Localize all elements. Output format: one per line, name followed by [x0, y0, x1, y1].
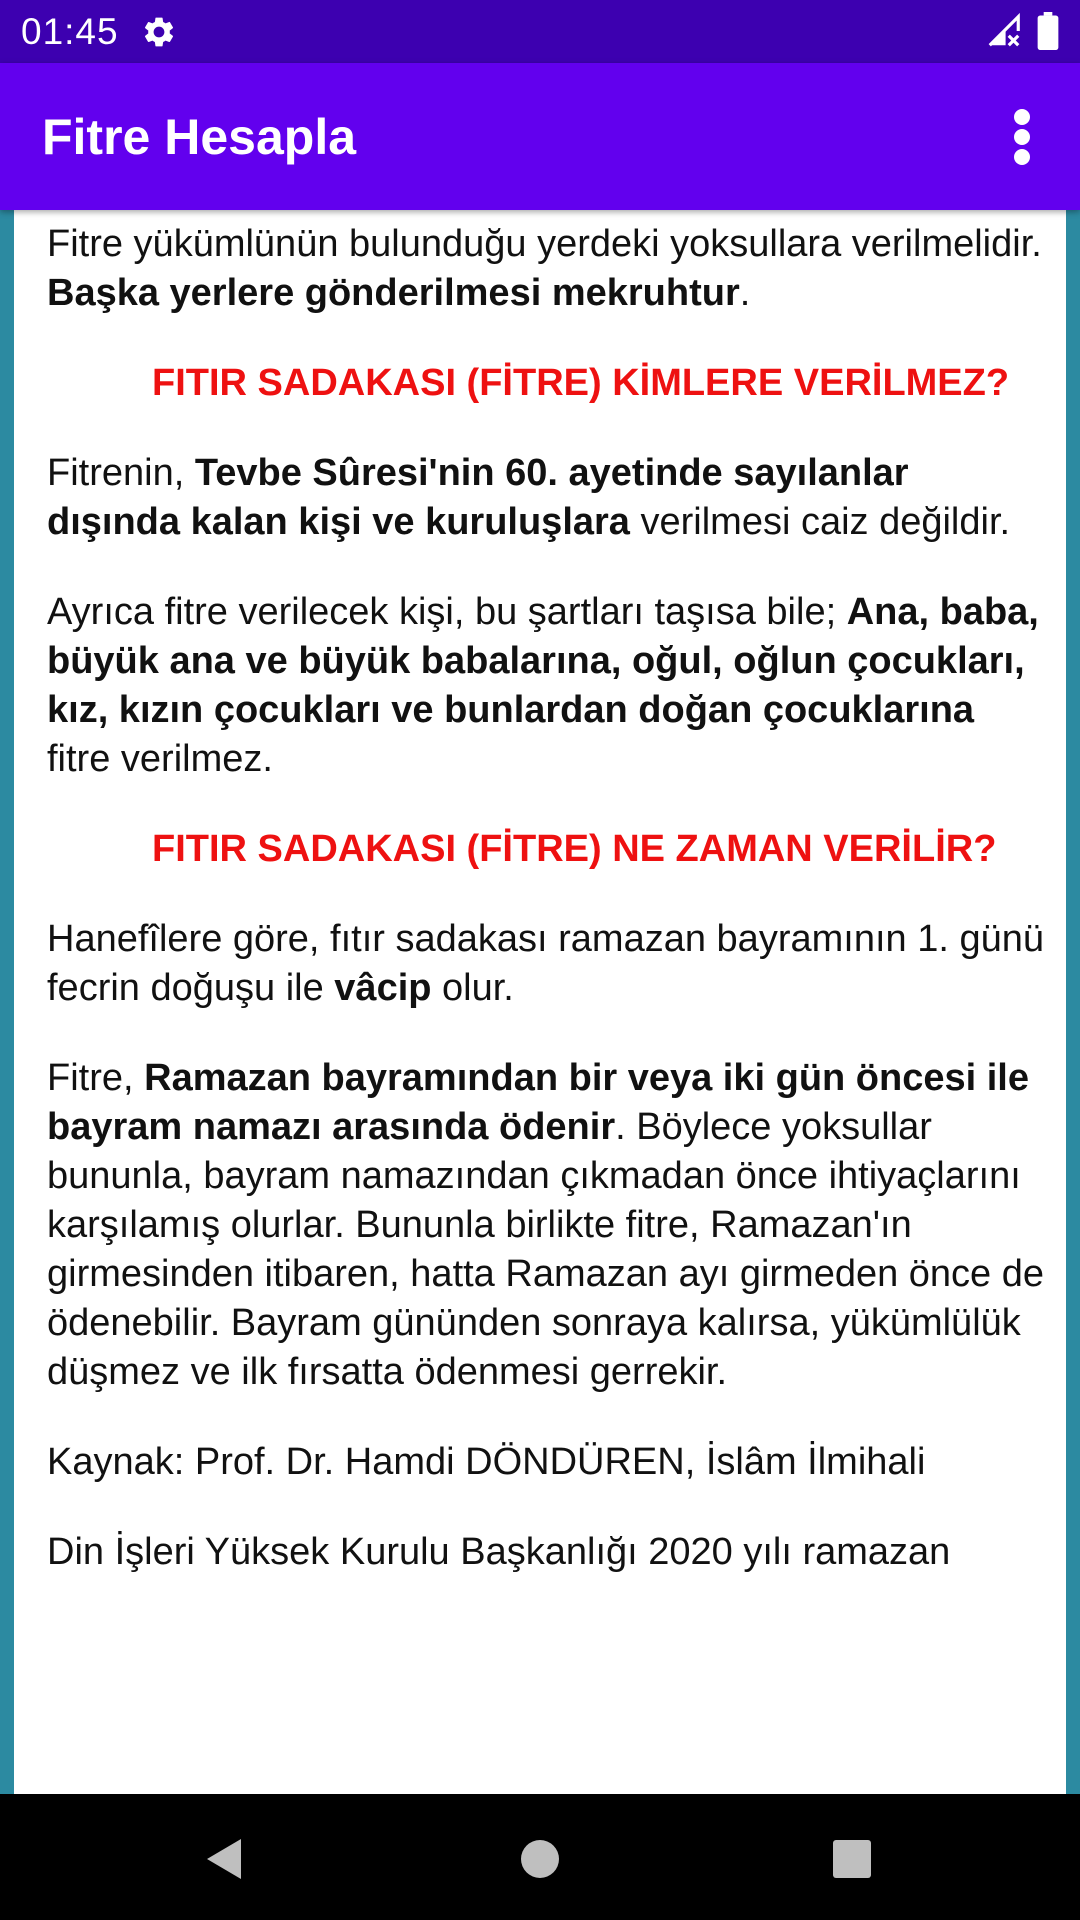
app-title: Fitre Hesapla — [42, 109, 357, 165]
more-vert-icon[interactable] — [1002, 109, 1042, 165]
content-card[interactable] — [14, 210, 1066, 1794]
paragraph: Ayrıca fitre verilecek kişi, bu şartları taşısa bile; Ana, baba, büyük ana ve büyük babalarına, oğul, oğlun çocukları, kız, kızın çocukları ve bunlardan doğan çocuklarına fitre verilmez. — [47, 591, 1039, 780]
status-bar — [0, 0, 1080, 63]
home-icon[interactable] — [515, 1834, 565, 1884]
battery-icon — [1037, 12, 1059, 50]
back-icon[interactable] — [201, 1834, 251, 1884]
recents-icon[interactable] — [827, 1834, 877, 1884]
status-time: 01:45 — [21, 11, 119, 52]
paragraph: Fitre yükümlünün bulunduğu yerdeki yoksullara verilmelidir. Başka yerlere gönderilmesi mekruhtur. — [47, 223, 1042, 314]
paragraph: Din İşleri Yüksek Kurulu Başkanlığı 2020 yılı ramazan — [47, 1531, 951, 1573]
article-text — [47, 220, 1047, 1618]
navigation-bar — [0, 1794, 1080, 1920]
paragraph: Fitre, Ramazan bayramından bir veya iki gün öncesi ile bayram namazı arasında ödenir. Böylece yoksullar bununla, bayram namazından çıkmadan önce ihtiyaçlarını karşılamış olurlar. Bununla birlikte fitre, Ramazan'ın girmesinden itibaren, hatta Ramazan ayı girmeden önce de ödenebilir. Bayram gününden sonraya kalırsa, yükümlülük düşmez ve ilk fırsatta ödenmesi gerrekir. — [47, 1057, 1045, 1393]
app-bar — [0, 63, 1080, 210]
source-paragraph: Kaynak: Prof. Dr. Hamdi DÖNDÜREN, İslâm İlmihali — [47, 1441, 926, 1483]
signal-icon — [985, 12, 1023, 50]
gear-icon — [141, 14, 177, 50]
paragraph: Fitrenin, Tevbe Sûresi'nin 60. ayetinde sayılanlar dışında kalan kişi ve kuruluşlara verilmesi caiz değildir. — [47, 452, 1011, 543]
section-heading: FITIR SADAKASI (FİTRE) KİMLERE VERİLMEZ? — [152, 362, 1010, 404]
paragraph: Hanefîlere göre, fıtır sadakası ramazan bayramının 1. günü fecrin doğuşu ile vâcip olur. — [47, 918, 1044, 1009]
section-heading: FITIR SADAKASI (FİTRE) NE ZAMAN VERİLİR? — [152, 828, 997, 870]
